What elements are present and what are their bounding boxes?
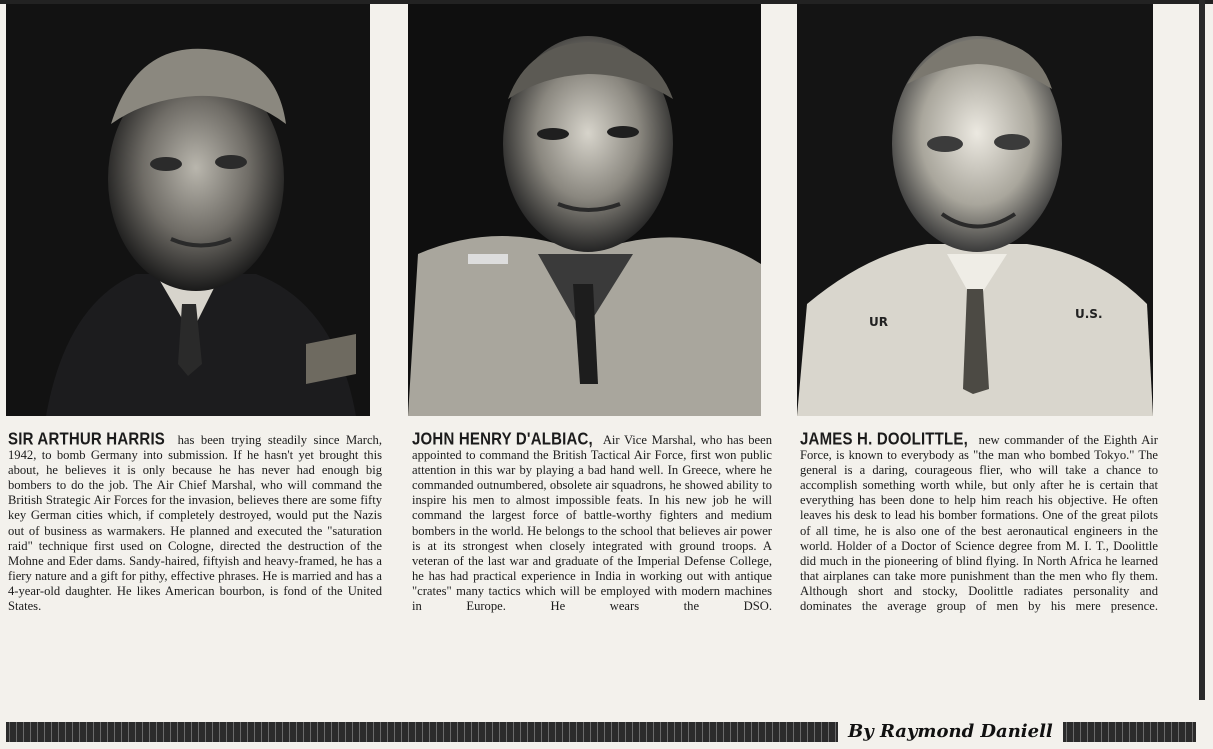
article-body-doolittle: new commander of the Eighth Air Force, is known to everybody as "the man who bombed Tokyo." The general is a daring, courageous flier, who will take a chance to accomplish something worth while, but only after he is certain that everything has been done to help him reach his objective. He often leaves his desk to lead his bomber formations. One of the great pilots of all time, he is also one of the best aeronautical engineers in the world. Holder of a Doctor of Science degree from M. I. T., Doolittle did much in the pioneering of blind flying. In North Africa he learned that airplanes can take more punishment than the men who fly them. Although short and stocky, Doolittle radiates personality and dominates the average group of men by his mere presence. xyxy=(800,433,1158,614)
article-column-doolittle xyxy=(800,429,1158,614)
article-column-harris xyxy=(8,429,382,614)
portrait-photo-doolittle xyxy=(797,4,1153,416)
collar-insignia-left: UR xyxy=(869,315,888,329)
article-body-dalbiac: Air Vice Marshal, who has been appointed to command the British Tactical Air Force, first won public attention in this war by playing a bad hand well. In Greece, where he commanded outnumbered, obsolete air squadrons, he showed ability to inspire his men to almost impossible feats. In his new job he will command the largest force of battle-worthy fighters and medium bombers in the world. He belongs to the school that believes air power is at its strongest when closely integrated with ground troops. A veteran of the last war and graduate of the Imperial Defense College, he has had practical experience in India in working out with antique "crates" many tactics which will be employed with modern machines in Europe. He wears the DSO. xyxy=(412,433,772,614)
portrait-photo-dalbiac xyxy=(408,4,761,416)
collar-insignia-right: U.S. xyxy=(1075,307,1103,321)
article-name-harris: SIR ARTHUR HARRIS xyxy=(8,429,166,450)
right-rule xyxy=(1199,0,1205,700)
byline: By Raymond Daniell xyxy=(838,719,1063,745)
article-column-dalbiac xyxy=(412,429,772,614)
article-name-dalbiac: JOHN HENRY D'ALBIAC, xyxy=(412,429,593,450)
article-name-doolittle: JAMES H. DOOLITTLE, xyxy=(800,429,968,450)
portrait-photo-harris xyxy=(6,4,370,416)
article-body-harris: has been trying steadily since March, 1942, to bomb Germany into submission. If he hasn't yet brought this about, he believes it is only because he has never had enough big bombers to do the job. The Air Chief Marshal, who will command the British Strategic Air Forces for the invasion, believes there are some fifty key German cities which, if completely destroyed, would put the Nazis out of business as warmakers. He planned and executed the "saturation raid" technique first used on Cologne, directed the destruction of the Mohne and Eder dams. Sandy-haired, fiftyish and heavy-framed, he has a fiery nature and a gift for pithy, effective phrases. He is married and has a 4-year-old daughter. He likes American bourbon, is fond of the United States. xyxy=(8,433,382,614)
